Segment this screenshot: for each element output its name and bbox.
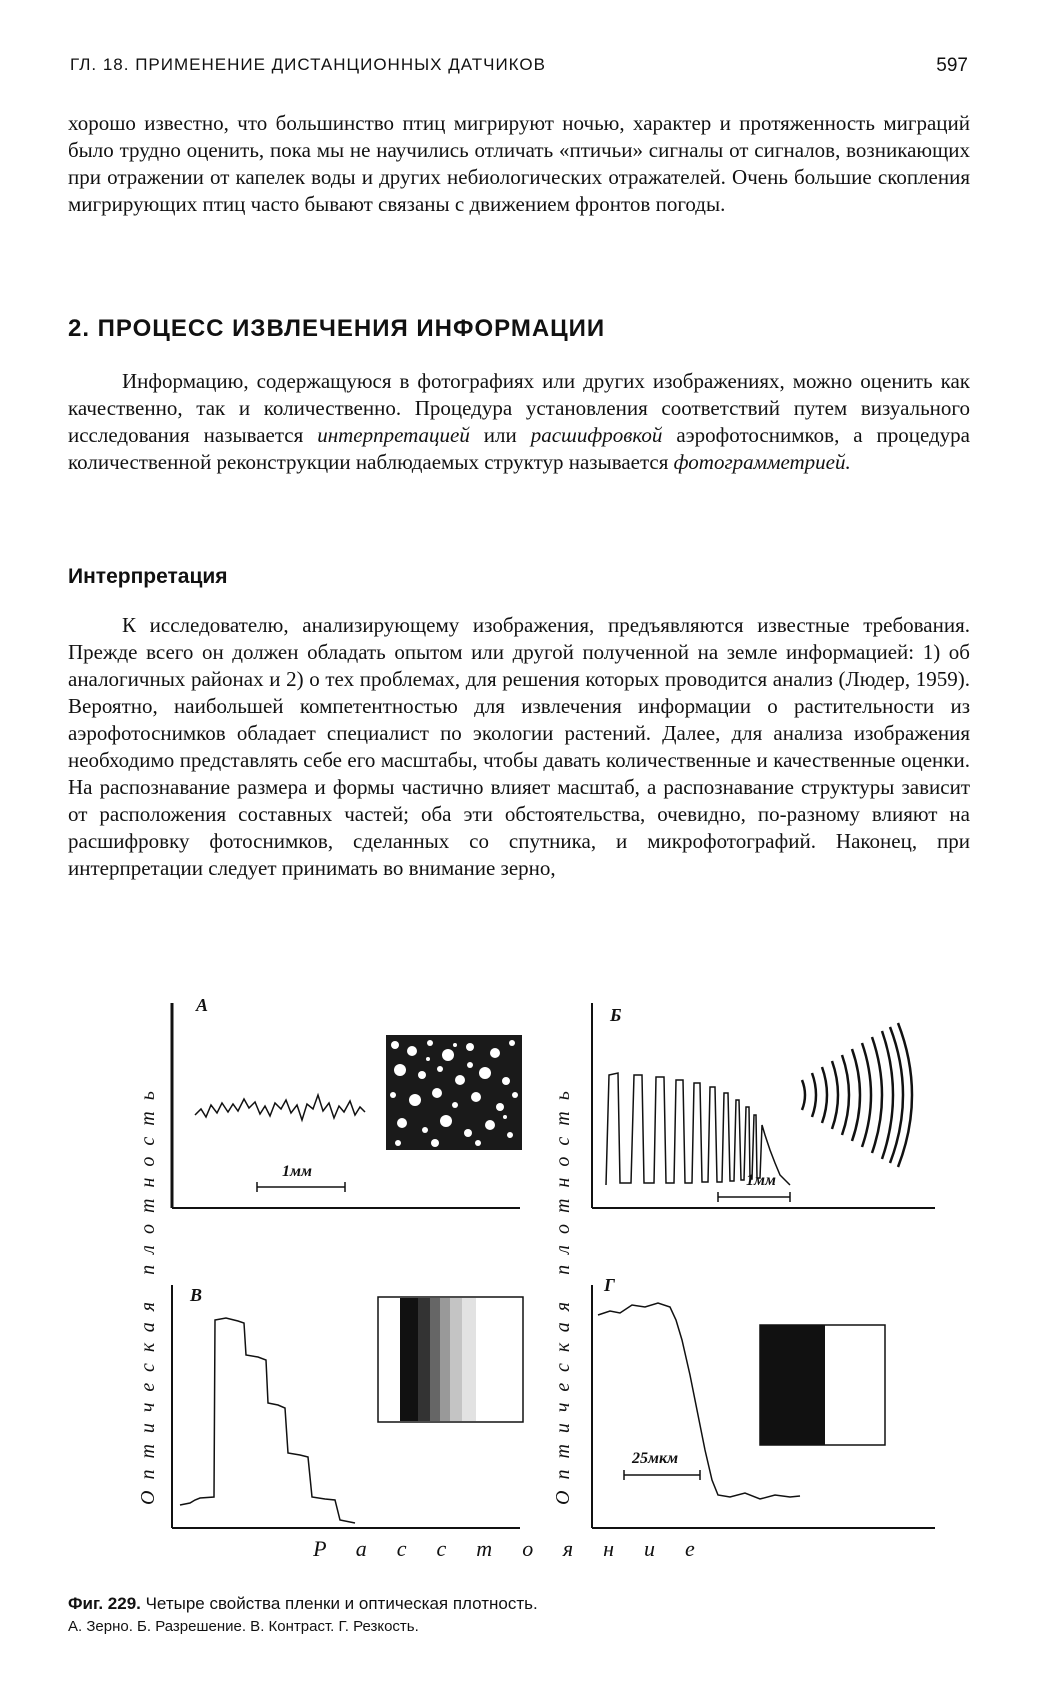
paragraph-2-text-3: аэрофотоснимков, а процедура количественной реконструкции наблюдаемых структур называется [68, 423, 970, 474]
panel-a-scale-label: 1мм [282, 1163, 312, 1180]
y-axis-label-right: Оптическая плотность [552, 1080, 574, 1505]
panel-g-scale-label: 25мкм [632, 1450, 679, 1467]
figure-229 [0, 985, 1038, 1585]
figure-caption [68, 1592, 970, 1638]
paragraph-2-text-1: Информацию, содержащуюся в фотографиях или других изображениях, можно оценить как качественно, так и количественно. Процедура установления соответствий путем визуального исследования называется [68, 369, 970, 447]
panel-a-grain-curve [195, 1095, 365, 1120]
section-title: 2. ПРОЦЕСС ИЗВЛЕЧЕНИЯ ИНФОРМАЦИИ [68, 315, 606, 342]
panel-v-contrast-image [378, 1297, 523, 1422]
y-axis-label-left: Оптическая плотность [137, 1080, 159, 1505]
x-axis-label: Расстояние [313, 1536, 725, 1561]
subsection-title: Интерпретация [68, 565, 228, 588]
paragraph-1: хорошо известно, что большинство птиц мигрируют ночью, характер и протяженность миграций было трудно оценить, пока мы не научились отличать «птичьи» сигналы от сигналов, возникающих при отражении от капелек воды и других небиологических отражателей. Очень большие скопления мигрирующих птиц часто бывают связаны с движением фронтов погоды. [68, 111, 970, 216]
paragraph-2-text-2: или [469, 423, 531, 447]
panel-label-a: А [196, 995, 209, 1015]
panel-b-resolution-curve [606, 1073, 790, 1185]
page-number: 597 [936, 55, 968, 76]
term-interpretation: интерпретацией [317, 423, 470, 447]
page-header [70, 55, 968, 85]
paragraph-2-block [68, 368, 970, 476]
panel-g-scale-bar [624, 1470, 700, 1480]
panel-label-g: Г [604, 1275, 615, 1295]
term-decoding: расшифровкой [530, 423, 663, 447]
panel-a-scale-bar [257, 1182, 345, 1192]
paragraph-3-block [68, 612, 970, 882]
panel-a-grain-image [386, 1035, 522, 1150]
term-photogrammetry: фотограмметрией. [673, 450, 851, 474]
paragraph-3: К исследователю, анализирующему изображения, предъявляются известные требования. Прежде всего он должен обладать опытом или другой полученной на земле информацией: 1) об аналогичных районах и 2) о тех проблемах, для решения которых проводится анализ (Людер, 1959). Вероятно, наибольшей компетентностью для извлечения информации о растительности из аэрофотоснимков обладает специалист по экологии растений. Далее, для анализа изображения необходимо представлять себе его масштабы, чтобы давать количественные и качественные оценки. На распознавание размера и формы частично влияет масштаб, а распознавание структуры зависит от расположения составных частей; оба эти обстоятельства, очевидно, по-разному влияют на расшифровку фотоснимков, сделанных со спутника, и микрофотографий. Наконец, при интерпретации следует принимать во внимание зерно, [68, 613, 970, 880]
caption-title: Четыре свойства пленки и оптическая плотность. [140, 1594, 538, 1613]
panel-b-scale-label: 1мм [746, 1172, 776, 1189]
panel-label-b: Б [610, 1005, 622, 1025]
panel-label-v: В [190, 1285, 203, 1305]
panel-b-scale-bar [718, 1192, 790, 1202]
panel-v-contrast-curve [180, 1318, 355, 1523]
caption-line-1 [68, 1592, 970, 1615]
panel-g-sharpness-image [760, 1325, 885, 1445]
paragraph-1-block [68, 110, 970, 218]
caption-subpanels: А. Зерно. Б. Разрешение. В. Контраст. Г. Резкость. [68, 1618, 419, 1635]
panel-b-resolution-image [802, 1023, 912, 1167]
running-head: ГЛ. 18. ПРИМЕНЕНИЕ ДИСТАНЦИОННЫХ ДАТЧИКОВ [70, 55, 546, 74]
paragraph-2 [68, 368, 970, 476]
figure-drawing [0, 985, 1038, 1585]
caption-figure-number: Фиг. 229. [68, 1594, 141, 1613]
